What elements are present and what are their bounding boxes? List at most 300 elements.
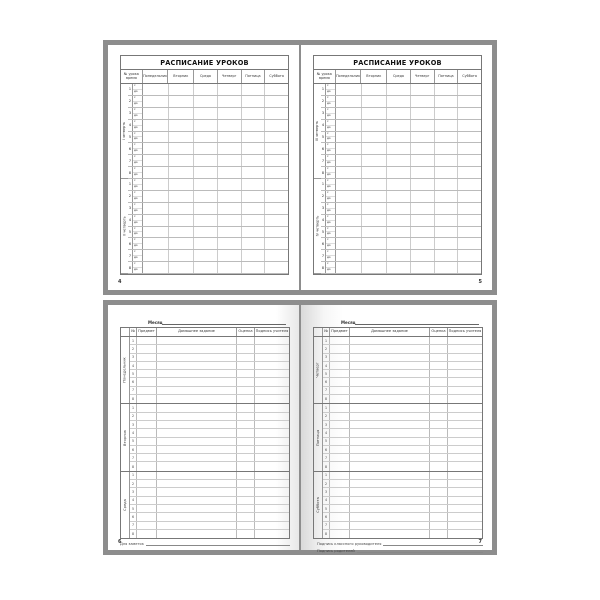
day-cell[interactable]	[435, 143, 459, 154]
day-cell[interactable]	[242, 84, 266, 95]
task-cell[interactable]	[350, 429, 430, 436]
day-cell[interactable]	[387, 238, 411, 249]
signature-cell[interactable]	[448, 378, 482, 385]
day-cell[interactable]	[336, 167, 362, 178]
subject-cell[interactable]	[330, 429, 350, 436]
signature-cell[interactable]	[255, 480, 289, 487]
day-cell[interactable]	[458, 108, 481, 119]
task-cell[interactable]	[157, 395, 237, 403]
signature-cell[interactable]	[448, 438, 482, 445]
signature-cell[interactable]	[448, 421, 482, 428]
day-cell[interactable]	[411, 96, 435, 107]
day-cell[interactable]	[194, 132, 218, 143]
grade-cell[interactable]	[430, 378, 448, 385]
day-cell[interactable]	[458, 155, 481, 166]
day-cell[interactable]	[387, 167, 411, 178]
day-cell[interactable]	[169, 96, 195, 107]
subject-cell[interactable]	[137, 404, 157, 411]
grade-cell[interactable]	[237, 354, 255, 361]
signature-cell[interactable]	[255, 354, 289, 361]
day-cell[interactable]	[435, 203, 459, 214]
signature-cell[interactable]	[255, 497, 289, 504]
day-cell[interactable]	[336, 203, 362, 214]
task-cell[interactable]	[350, 395, 430, 403]
day-cell[interactable]	[194, 179, 218, 190]
grade-cell[interactable]	[237, 513, 255, 520]
day-cell[interactable]	[362, 155, 388, 166]
signature-cell[interactable]	[448, 395, 482, 403]
day-cell[interactable]	[242, 120, 266, 131]
subject-cell[interactable]	[330, 472, 350, 479]
day-cell[interactable]	[387, 250, 411, 261]
day-cell[interactable]	[265, 179, 288, 190]
signature-cell[interactable]	[448, 472, 482, 479]
task-cell[interactable]	[157, 488, 237, 495]
grade-cell[interactable]	[237, 488, 255, 495]
subject-cell[interactable]	[330, 362, 350, 369]
grade-cell[interactable]	[237, 480, 255, 487]
signature-cell[interactable]	[255, 438, 289, 445]
day-cell[interactable]	[387, 155, 411, 166]
day-cell[interactable]	[458, 238, 481, 249]
day-cell[interactable]	[143, 250, 169, 261]
grade-cell[interactable]	[237, 429, 255, 436]
day-cell[interactable]	[336, 262, 362, 273]
task-cell[interactable]	[157, 472, 237, 479]
day-cell[interactable]	[458, 96, 481, 107]
task-cell[interactable]	[350, 362, 430, 369]
subject-cell[interactable]	[137, 505, 157, 512]
subject-cell[interactable]	[137, 530, 157, 538]
task-cell[interactable]	[350, 387, 430, 394]
grade-cell[interactable]	[237, 497, 255, 504]
day-cell[interactable]	[362, 203, 388, 214]
day-cell[interactable]	[362, 84, 388, 95]
grade-cell[interactable]	[237, 387, 255, 394]
task-cell[interactable]	[350, 413, 430, 420]
signature-cell[interactable]	[448, 446, 482, 453]
subject-cell[interactable]	[330, 395, 350, 403]
grade-cell[interactable]	[237, 522, 255, 529]
day-cell[interactable]	[458, 84, 481, 95]
day-cell[interactable]	[194, 227, 218, 238]
day-cell[interactable]	[143, 120, 169, 131]
day-cell[interactable]	[218, 227, 242, 238]
task-cell[interactable]	[157, 404, 237, 411]
day-cell[interactable]	[169, 155, 195, 166]
day-cell[interactable]	[265, 167, 288, 178]
task-cell[interactable]	[350, 497, 430, 504]
day-cell[interactable]	[143, 108, 169, 119]
subject-cell[interactable]	[137, 462, 157, 470]
day-cell[interactable]	[387, 143, 411, 154]
month-field[interactable]	[162, 324, 286, 325]
day-cell[interactable]	[411, 250, 435, 261]
day-cell[interactable]	[143, 167, 169, 178]
day-cell[interactable]	[387, 96, 411, 107]
day-cell[interactable]	[242, 96, 266, 107]
task-cell[interactable]	[350, 421, 430, 428]
day-cell[interactable]	[169, 120, 195, 131]
day-cell[interactable]	[218, 132, 242, 143]
task-cell[interactable]	[157, 522, 237, 529]
day-cell[interactable]	[218, 96, 242, 107]
day-cell[interactable]	[362, 96, 388, 107]
grade-cell[interactable]	[430, 413, 448, 420]
subject-cell[interactable]	[137, 497, 157, 504]
signature-cell[interactable]	[255, 522, 289, 529]
day-cell[interactable]	[336, 143, 362, 154]
day-cell[interactable]	[169, 143, 195, 154]
task-cell[interactable]	[157, 438, 237, 445]
day-cell[interactable]	[411, 191, 435, 202]
day-cell[interactable]	[265, 96, 288, 107]
day-cell[interactable]	[218, 167, 242, 178]
task-cell[interactable]	[157, 354, 237, 361]
day-cell[interactable]	[265, 215, 288, 226]
task-cell[interactable]	[350, 505, 430, 512]
day-cell[interactable]	[265, 143, 288, 154]
task-cell[interactable]	[157, 387, 237, 394]
task-cell[interactable]	[350, 337, 430, 344]
day-cell[interactable]	[143, 227, 169, 238]
day-cell[interactable]	[143, 84, 169, 95]
grade-cell[interactable]	[430, 362, 448, 369]
signature-cell[interactable]	[255, 446, 289, 453]
task-cell[interactable]	[157, 370, 237, 377]
day-cell[interactable]	[362, 179, 388, 190]
subject-cell[interactable]	[330, 370, 350, 377]
subject-cell[interactable]	[330, 522, 350, 529]
task-cell[interactable]	[157, 378, 237, 385]
task-cell[interactable]	[350, 488, 430, 495]
day-cell[interactable]	[194, 250, 218, 261]
day-cell[interactable]	[218, 108, 242, 119]
day-cell[interactable]	[242, 250, 266, 261]
subject-cell[interactable]	[330, 446, 350, 453]
day-cell[interactable]	[362, 262, 388, 273]
day-cell[interactable]	[169, 108, 195, 119]
day-cell[interactable]	[169, 191, 195, 202]
grade-cell[interactable]	[237, 438, 255, 445]
day-cell[interactable]	[387, 215, 411, 226]
day-cell[interactable]	[458, 227, 481, 238]
day-cell[interactable]	[458, 203, 481, 214]
day-cell[interactable]	[194, 155, 218, 166]
day-cell[interactable]	[218, 262, 242, 273]
day-cell[interactable]	[387, 227, 411, 238]
grade-cell[interactable]	[237, 421, 255, 428]
signature-cell[interactable]	[255, 488, 289, 495]
signature-cell[interactable]	[255, 362, 289, 369]
day-cell[interactable]	[242, 132, 266, 143]
day-cell[interactable]	[411, 155, 435, 166]
day-cell[interactable]	[242, 227, 266, 238]
grade-cell[interactable]	[237, 505, 255, 512]
day-cell[interactable]	[242, 215, 266, 226]
signature-cell[interactable]	[255, 513, 289, 520]
day-cell[interactable]	[336, 215, 362, 226]
day-cell[interactable]	[242, 238, 266, 249]
day-cell[interactable]	[435, 84, 459, 95]
task-cell[interactable]	[157, 413, 237, 420]
grade-cell[interactable]	[237, 395, 255, 403]
task-cell[interactable]	[350, 345, 430, 352]
task-cell[interactable]	[350, 462, 430, 470]
grade-cell[interactable]	[237, 530, 255, 538]
signature-cell[interactable]	[255, 395, 289, 403]
day-cell[interactable]	[362, 250, 388, 261]
signature-cell[interactable]	[448, 505, 482, 512]
day-cell[interactable]	[411, 238, 435, 249]
day-cell[interactable]	[143, 215, 169, 226]
subject-cell[interactable]	[137, 337, 157, 344]
task-cell[interactable]	[157, 421, 237, 428]
day-cell[interactable]	[435, 215, 459, 226]
day-cell[interactable]	[336, 96, 362, 107]
day-cell[interactable]	[265, 227, 288, 238]
subject-cell[interactable]	[330, 345, 350, 352]
signature-cell[interactable]	[255, 387, 289, 394]
signature-cell[interactable]	[448, 462, 482, 470]
day-cell[interactable]	[265, 250, 288, 261]
day-cell[interactable]	[242, 203, 266, 214]
day-cell[interactable]	[336, 155, 362, 166]
signature-cell[interactable]	[448, 345, 482, 352]
day-cell[interactable]	[411, 179, 435, 190]
day-cell[interactable]	[169, 250, 195, 261]
day-cell[interactable]	[336, 108, 362, 119]
footer-field[interactable]	[357, 549, 483, 553]
day-cell[interactable]	[458, 191, 481, 202]
subject-cell[interactable]	[137, 395, 157, 403]
day-cell[interactable]	[458, 250, 481, 261]
signature-cell[interactable]	[448, 530, 482, 538]
grade-cell[interactable]	[430, 354, 448, 361]
subject-cell[interactable]	[137, 345, 157, 352]
day-cell[interactable]	[387, 203, 411, 214]
signature-cell[interactable]	[448, 387, 482, 394]
grade-cell[interactable]	[430, 488, 448, 495]
day-cell[interactable]	[265, 191, 288, 202]
day-cell[interactable]	[218, 203, 242, 214]
day-cell[interactable]	[194, 96, 218, 107]
task-cell[interactable]	[350, 438, 430, 445]
task-cell[interactable]	[350, 370, 430, 377]
day-cell[interactable]	[242, 155, 266, 166]
day-cell[interactable]	[169, 227, 195, 238]
day-cell[interactable]	[458, 215, 481, 226]
signature-cell[interactable]	[448, 362, 482, 369]
task-cell[interactable]	[157, 513, 237, 520]
signature-cell[interactable]	[255, 370, 289, 377]
day-cell[interactable]	[218, 238, 242, 249]
day-cell[interactable]	[194, 84, 218, 95]
task-cell[interactable]	[157, 480, 237, 487]
grade-cell[interactable]	[237, 472, 255, 479]
signature-cell[interactable]	[255, 472, 289, 479]
day-cell[interactable]	[411, 262, 435, 273]
subject-cell[interactable]	[330, 354, 350, 361]
day-cell[interactable]	[435, 179, 459, 190]
day-cell[interactable]	[435, 191, 459, 202]
subject-cell[interactable]	[137, 429, 157, 436]
day-cell[interactable]	[336, 132, 362, 143]
grade-cell[interactable]	[430, 446, 448, 453]
task-cell[interactable]	[157, 362, 237, 369]
task-cell[interactable]	[157, 462, 237, 470]
task-cell[interactable]	[157, 505, 237, 512]
signature-cell[interactable]	[448, 337, 482, 344]
day-cell[interactable]	[435, 238, 459, 249]
grade-cell[interactable]	[430, 480, 448, 487]
day-cell[interactable]	[265, 203, 288, 214]
subject-cell[interactable]	[137, 438, 157, 445]
subject-cell[interactable]	[330, 530, 350, 538]
signature-cell[interactable]	[448, 404, 482, 411]
grade-cell[interactable]	[237, 446, 255, 453]
signature-cell[interactable]	[255, 462, 289, 470]
day-cell[interactable]	[458, 179, 481, 190]
subject-cell[interactable]	[330, 337, 350, 344]
day-cell[interactable]	[218, 191, 242, 202]
subject-cell[interactable]	[330, 421, 350, 428]
day-cell[interactable]	[387, 191, 411, 202]
signature-cell[interactable]	[255, 404, 289, 411]
grade-cell[interactable]	[430, 462, 448, 470]
day-cell[interactable]	[265, 238, 288, 249]
day-cell[interactable]	[435, 167, 459, 178]
day-cell[interactable]	[143, 203, 169, 214]
day-cell[interactable]	[362, 227, 388, 238]
grade-cell[interactable]	[237, 378, 255, 385]
subject-cell[interactable]	[330, 413, 350, 420]
signature-cell[interactable]	[255, 530, 289, 538]
day-cell[interactable]	[265, 84, 288, 95]
grade-cell[interactable]	[237, 337, 255, 344]
signature-cell[interactable]	[255, 421, 289, 428]
task-cell[interactable]	[157, 446, 237, 453]
grade-cell[interactable]	[237, 462, 255, 470]
day-cell[interactable]	[218, 215, 242, 226]
day-cell[interactable]	[435, 227, 459, 238]
subject-cell[interactable]	[137, 413, 157, 420]
task-cell[interactable]	[157, 497, 237, 504]
grade-cell[interactable]	[430, 438, 448, 445]
day-cell[interactable]	[362, 191, 388, 202]
day-cell[interactable]	[362, 120, 388, 131]
day-cell[interactable]	[336, 179, 362, 190]
footer-field[interactable]	[146, 542, 290, 546]
subject-cell[interactable]	[137, 378, 157, 385]
task-cell[interactable]	[157, 345, 237, 352]
grade-cell[interactable]	[237, 454, 255, 461]
day-cell[interactable]	[435, 155, 459, 166]
task-cell[interactable]	[157, 429, 237, 436]
day-cell[interactable]	[435, 262, 459, 273]
day-cell[interactable]	[336, 120, 362, 131]
day-cell[interactable]	[143, 262, 169, 273]
subject-cell[interactable]	[330, 480, 350, 487]
footer-field[interactable]	[383, 542, 483, 546]
day-cell[interactable]	[362, 167, 388, 178]
day-cell[interactable]	[362, 132, 388, 143]
day-cell[interactable]	[265, 120, 288, 131]
task-cell[interactable]	[350, 404, 430, 411]
day-cell[interactable]	[458, 262, 481, 273]
day-cell[interactable]	[362, 108, 388, 119]
grade-cell[interactable]	[237, 370, 255, 377]
subject-cell[interactable]	[330, 505, 350, 512]
subject-cell[interactable]	[137, 513, 157, 520]
task-cell[interactable]	[157, 337, 237, 344]
day-cell[interactable]	[387, 179, 411, 190]
grade-cell[interactable]	[430, 530, 448, 538]
task-cell[interactable]	[350, 454, 430, 461]
subject-cell[interactable]	[330, 404, 350, 411]
day-cell[interactable]	[435, 120, 459, 131]
grade-cell[interactable]	[430, 472, 448, 479]
day-cell[interactable]	[143, 179, 169, 190]
signature-cell[interactable]	[448, 370, 482, 377]
task-cell[interactable]	[350, 530, 430, 538]
day-cell[interactable]	[411, 203, 435, 214]
task-cell[interactable]	[157, 530, 237, 538]
day-cell[interactable]	[242, 262, 266, 273]
day-cell[interactable]	[458, 167, 481, 178]
signature-cell[interactable]	[448, 454, 482, 461]
task-cell[interactable]	[350, 354, 430, 361]
day-cell[interactable]	[435, 132, 459, 143]
day-cell[interactable]	[411, 143, 435, 154]
task-cell[interactable]	[350, 472, 430, 479]
signature-cell[interactable]	[448, 497, 482, 504]
grade-cell[interactable]	[430, 387, 448, 394]
day-cell[interactable]	[218, 155, 242, 166]
day-cell[interactable]	[336, 84, 362, 95]
grade-cell[interactable]	[430, 505, 448, 512]
grade-cell[interactable]	[430, 404, 448, 411]
subject-cell[interactable]	[330, 387, 350, 394]
day-cell[interactable]	[411, 227, 435, 238]
signature-cell[interactable]	[255, 378, 289, 385]
grade-cell[interactable]	[430, 370, 448, 377]
grade-cell[interactable]	[430, 345, 448, 352]
day-cell[interactable]	[458, 143, 481, 154]
signature-cell[interactable]	[255, 429, 289, 436]
subject-cell[interactable]	[330, 462, 350, 470]
grade-cell[interactable]	[430, 395, 448, 403]
subject-cell[interactable]	[137, 421, 157, 428]
day-cell[interactable]	[218, 179, 242, 190]
day-cell[interactable]	[169, 179, 195, 190]
task-cell[interactable]	[350, 480, 430, 487]
grade-cell[interactable]	[237, 345, 255, 352]
day-cell[interactable]	[218, 84, 242, 95]
day-cell[interactable]	[242, 108, 266, 119]
day-cell[interactable]	[194, 215, 218, 226]
day-cell[interactable]	[169, 167, 195, 178]
grade-cell[interactable]	[237, 404, 255, 411]
day-cell[interactable]	[169, 215, 195, 226]
day-cell[interactable]	[362, 143, 388, 154]
day-cell[interactable]	[362, 238, 388, 249]
day-cell[interactable]	[242, 179, 266, 190]
grade-cell[interactable]	[430, 421, 448, 428]
day-cell[interactable]	[194, 238, 218, 249]
day-cell[interactable]	[194, 167, 218, 178]
day-cell[interactable]	[411, 132, 435, 143]
